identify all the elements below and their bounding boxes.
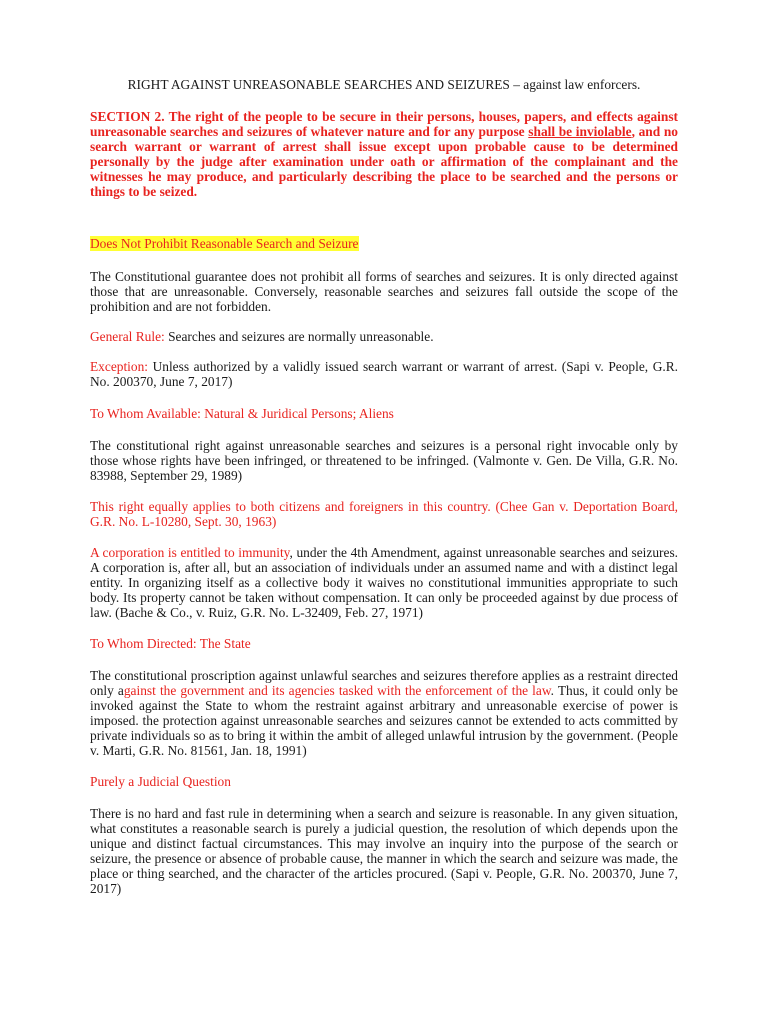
document-page xyxy=(90,77,678,896)
heading-to-whom-available: To Whom Available: Natural & Juridical Persons; Aliens xyxy=(90,406,394,421)
paragraph-constitutional-guarantee: The Constitutional guarantee does not prohibit all forms of searches and seizures. It is only directed against those that are unreasonable. Conversely, reasonable searches and seizures fall outside the scope of the prohibition and are not forbidden. xyxy=(90,269,678,314)
state-red-phrase: gainst the government and its agencies tasked with the enforcement of the law xyxy=(123,683,551,698)
document-title xyxy=(90,77,678,92)
heading-judicial-question: Purely a Judicial Question xyxy=(90,774,231,789)
state-part1: The constitutional proscription against unlawful searches and seizures therefore applies as a restraint directed only a xyxy=(90,668,678,698)
section-2-part1: SECTION 2. The right of the people to be secure in their persons, houses, papers, and effects against unreasonable searches and seizures of whatever nature and for any purpose xyxy=(90,109,678,139)
paragraph-corporation xyxy=(90,545,678,620)
state-part2: . Thus, it could only be invoked against the State to whom the restraint against arbitrary and unreasonable exercise of power is imposed. the protection against unreasonable searches and seizures cannot be extended to acts committed by private individuals so as to bring it within the ambit of alleged unlawful intrusion by the government. (People v. Marti, G.R. No. 81561, Jan. 18, 1991) xyxy=(90,683,679,758)
exception-label: Exception: xyxy=(90,359,149,374)
corporation-rest: , under the 4th Amendment, against unreasonable searches and seizures. A corporation is, after all, but an association of individuals under an assumed name and with a distinct legal entity. In organizing itself as a collective body it waives no constitutional immunities appropriate to such body. Its property cannot be taken without compensation. It can only be proceeded against by due process of law. (Bache & Co., v. Ruiz, G.R. No. L-32409, Feb. 27, 1971) xyxy=(90,545,679,620)
paragraph-state-restraint xyxy=(90,668,678,758)
document-title-rest: – against law enforcers. xyxy=(509,77,641,92)
general-rule-label: General Rule: xyxy=(90,329,165,344)
section-2-text xyxy=(90,109,678,199)
paragraph-personal-right: The constitutional right against unreasonable searches and seizures is a personal right invocable only by those whose rights have been infringed, or threatened to be infringed. (Valmonte v. Gen. De Villa, G.R. No. 83988, September 29, 1989) xyxy=(90,438,678,483)
document-title-main: RIGHT AGAINST UNREASONABLE SEARCHES AND SEIZURES xyxy=(127,77,510,92)
section-2-underlined: shall be inviolable xyxy=(528,124,632,139)
section-2-part2: , and no search warrant or warrant of arrest shall issue except upon probable cause to be determined personally by the judge after examination under oath or affirmation of the complainant and the witnesses he may produce, and particularly describing the place to be searched and the persons or things to be seized. xyxy=(90,124,678,199)
corporation-immunity-phrase: A corporation is entitled to immunity xyxy=(90,545,290,560)
heading-to-whom-directed: To Whom Directed: The State xyxy=(90,636,251,651)
paragraph-general-rule xyxy=(90,329,678,344)
paragraph-judicial-question: There is no hard and fast rule in determining when a search and seizure is reasonable. In any given situation, what constitutes a reasonable search is purely a judicial question, the resolution of which depends upon the unique and distinct factual circumstances. This may involve an inquiry into the purpose of the search or seizure, the presence or absence of probable cause, the manner in which the search and seizure was made, the place or thing searched, and the character of the articles procured. (Sapi v. People, G.R. No. 200370, June 7, 2017) xyxy=(90,806,678,896)
heading-reasonable-search xyxy=(90,236,678,251)
paragraph-citizens-foreigners: This right equally applies to both citizens and foreigners in this country. (Chee Gan v. Deportation Board, G.R. No. L-10280, Sept. 30, 1963) xyxy=(90,499,678,529)
exception-text: Unless authorized by a validly issued search warrant or warrant of arrest. (Sapi v. People, G.R. No. 200370, June 7, 2017) xyxy=(90,359,678,389)
heading-reasonable-search-text: Does Not Prohibit Reasonable Search and Seizure xyxy=(90,236,359,251)
general-rule-text: Searches and seizures are normally unreasonable. xyxy=(164,329,434,344)
paragraph-exception xyxy=(90,359,678,389)
